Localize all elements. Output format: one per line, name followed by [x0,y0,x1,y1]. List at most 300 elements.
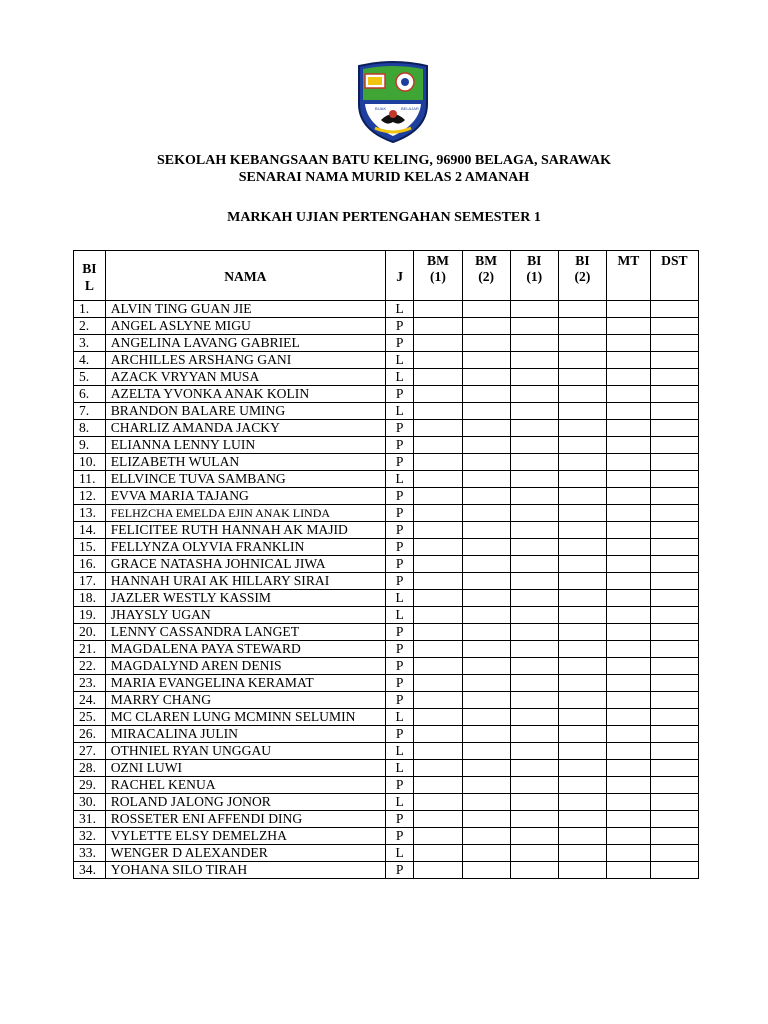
mark-cell-mt [607,386,651,403]
mark-cell-dst [650,675,698,692]
student-name-cell: LENNY CASSANDRA LANGET [105,624,385,641]
student-number-cell: 22. [74,658,106,675]
mark-cell-bm1 [414,777,462,794]
mark-cell-dst [650,386,698,403]
mark-cell-bi2 [558,760,606,777]
student-name-cell: OZNI LUWI [105,760,385,777]
mark-cell-bi1 [510,658,558,675]
mark-cell-bi2 [558,828,606,845]
mark-cell-mt [607,556,651,573]
table-row [74,488,699,505]
mark-cell-bm2 [462,777,510,794]
mark-cell-bm2 [462,386,510,403]
mark-cell-mt [607,607,651,624]
mark-cell-bm2 [462,607,510,624]
mark-cell-dst [650,522,698,539]
mark-cell-bi1 [510,420,558,437]
student-gender-cell: P [385,420,413,437]
student-name-cell: MC CLAREN LUNG MCMINN SELUMIN [105,709,385,726]
student-number-cell: 23. [74,675,106,692]
mark-cell-dst [650,454,698,471]
student-name-cell: AZACK VRYYAN MUSA [105,369,385,386]
student-gender-cell: P [385,488,413,505]
student-number-cell: 8. [74,420,106,437]
mark-cell-bm2 [462,437,510,454]
mark-cell-bi2 [558,845,606,862]
student-number-cell: 6. [74,386,106,403]
student-name-cell: BRANDON BALARE UMING [105,403,385,420]
student-gender-cell: P [385,556,413,573]
mark-cell-bi1 [510,352,558,369]
mark-cell-dst [650,862,698,879]
mark-cell-bm2 [462,301,510,318]
table-row [74,505,699,522]
student-number-cell: 34. [74,862,106,879]
mark-cell-mt [607,743,651,760]
student-number-cell: 9. [74,437,106,454]
table-row [74,709,699,726]
mark-cell-bm2 [462,760,510,777]
mark-cell-bi1 [510,386,558,403]
mark-cell-bi2 [558,335,606,352]
mark-cell-dst [650,726,698,743]
mark-cell-bi2 [558,726,606,743]
mark-cell-bi1 [510,675,558,692]
mark-cell-bm2 [462,573,510,590]
mark-cell-bm2 [462,403,510,420]
student-number-cell: 21. [74,641,106,658]
table-row [74,556,699,573]
student-name-cell: HANNAH URAI AK HILLARY SIRAI [105,573,385,590]
mark-cell-bm1 [414,539,462,556]
student-number-cell: 13. [74,505,106,522]
mark-cell-mt [607,675,651,692]
mark-cell-dst [650,420,698,437]
mark-cell-mt [607,590,651,607]
mark-cell-bm2 [462,692,510,709]
mark-cell-bi1 [510,794,558,811]
column-header-j: J [385,251,413,301]
mark-cell-mt [607,777,651,794]
mark-cell-bm1 [414,692,462,709]
mark-cell-bi2 [558,777,606,794]
student-number-cell: 28. [74,760,106,777]
mark-cell-bi1 [510,573,558,590]
mark-cell-dst [650,539,698,556]
mark-cell-dst [650,488,698,505]
mark-cell-mt [607,352,651,369]
mark-cell-bi2 [558,505,606,522]
mark-cell-bi2 [558,420,606,437]
mark-cell-bi1 [510,471,558,488]
student-number-cell: 15. [74,539,106,556]
mark-cell-bm2 [462,318,510,335]
mark-cell-bm2 [462,675,510,692]
mark-cell-bm1 [414,386,462,403]
mark-cell-mt [607,318,651,335]
mark-cell-bm1 [414,607,462,624]
mark-cell-bi2 [558,675,606,692]
mark-cell-bi1 [510,522,558,539]
mark-cell-bm2 [462,420,510,437]
mark-cell-mt [607,437,651,454]
mark-cell-bm2 [462,794,510,811]
student-number-cell: 1. [74,301,106,318]
mark-cell-bm1 [414,828,462,845]
student-gender-cell: P [385,437,413,454]
mark-cell-bm2 [462,335,510,352]
mark-cell-bi2 [558,352,606,369]
mark-cell-bm2 [462,556,510,573]
column-header-nama: NAMA [105,251,385,301]
mark-cell-mt [607,845,651,862]
table-row [74,301,699,318]
student-number-cell: 3. [74,335,106,352]
student-number-cell: 29. [74,777,106,794]
student-number-cell: 19. [74,607,106,624]
mark-cell-mt [607,505,651,522]
student-number-cell: 20. [74,624,106,641]
mark-cell-bi2 [558,386,606,403]
student-gender-cell: P [385,505,413,522]
mark-cell-mt [607,522,651,539]
student-name-cell: YOHANA SILO TIRAH [105,862,385,879]
mark-cell-bm2 [462,369,510,386]
table-row [74,777,699,794]
student-name-cell: CHARLIZ AMANDA JACKY [105,420,385,437]
mark-cell-dst [650,624,698,641]
mark-cell-bi1 [510,811,558,828]
student-name-cell: WENGER D ALEXANDER [105,845,385,862]
mark-cell-bi1 [510,624,558,641]
mark-cell-bm1 [414,658,462,675]
mark-cell-bm1 [414,403,462,420]
table-row [74,522,699,539]
student-name-cell: ELIZABETH WULAN [105,454,385,471]
student-name-cell: MARRY CHANG [105,692,385,709]
mark-cell-bi1 [510,862,558,879]
mark-cell-dst [650,658,698,675]
student-name-cell: ANGEL ASLYNE MIGU [105,318,385,335]
mark-cell-bm1 [414,335,462,352]
mark-cell-bm1 [414,471,462,488]
mark-cell-bi2 [558,573,606,590]
mark-cell-bm1 [414,318,462,335]
mark-cell-bm2 [462,828,510,845]
mark-cell-mt [607,794,651,811]
table-row [74,811,699,828]
column-header-bm1: BM (1) [414,251,462,301]
mark-cell-bi2 [558,301,606,318]
mark-cell-mt [607,471,651,488]
mark-cell-bm2 [462,709,510,726]
student-name-cell: FELHZCHA EMELDA EJIN ANAK LINDA [105,505,385,522]
student-gender-cell: P [385,386,413,403]
table-row [74,658,699,675]
mark-cell-bm1 [414,709,462,726]
mark-cell-mt [607,658,651,675]
table-row [74,318,699,335]
table-row [74,420,699,437]
mark-cell-mt [607,811,651,828]
mark-cell-dst [650,556,698,573]
mark-cell-bi1 [510,454,558,471]
student-name-cell: MAGDALENA PAYA STEWARD [105,641,385,658]
student-gender-cell: L [385,369,413,386]
table-row [74,794,699,811]
mark-cell-bi1 [510,369,558,386]
table-row [74,743,699,760]
mark-cell-bi2 [558,471,606,488]
student-name-cell: JHAYSLY UGAN [105,607,385,624]
student-number-cell: 17. [74,573,106,590]
mark-cell-bi2 [558,556,606,573]
student-name-cell: ELIANNA LENNY LUIN [105,437,385,454]
mark-cell-bm1 [414,811,462,828]
mark-cell-mt [607,828,651,845]
mark-cell-bi1 [510,556,558,573]
student-gender-cell: P [385,777,413,794]
mark-cell-bm1 [414,590,462,607]
mark-cell-dst [650,811,698,828]
student-number-cell: 31. [74,811,106,828]
student-number-cell: 7. [74,403,106,420]
mark-cell-mt [607,709,651,726]
student-gender-cell: P [385,641,413,658]
student-number-cell: 25. [74,709,106,726]
student-number-cell: 27. [74,743,106,760]
mark-cell-mt [607,369,651,386]
mark-cell-bi2 [558,692,606,709]
mark-cell-mt [607,403,651,420]
student-name-cell: JAZLER WESTLY KASSIM [105,590,385,607]
mark-cell-mt [607,573,651,590]
mark-cell-bm1 [414,352,462,369]
mark-cell-dst [650,743,698,760]
student-gender-cell: L [385,403,413,420]
mark-cell-bi1 [510,335,558,352]
student-gender-cell: P [385,811,413,828]
mark-cell-bm2 [462,845,510,862]
student-gender-cell: L [385,607,413,624]
student-gender-cell: L [385,743,413,760]
student-number-cell: 18. [74,590,106,607]
logo-motto-right: BELAJAR [401,106,419,111]
student-number-cell: 2. [74,318,106,335]
mark-cell-bm1 [414,641,462,658]
mark-cell-mt [607,692,651,709]
table-row [74,386,699,403]
mark-cell-bi1 [510,845,558,862]
student-number-cell: 4. [74,352,106,369]
student-gender-cell: P [385,454,413,471]
logo-motto-left: BIJAK [375,106,387,111]
student-name-cell: EVVA MARIA TAJANG [105,488,385,505]
mark-cell-bi2 [558,794,606,811]
table-row [74,845,699,862]
mark-cell-bm2 [462,539,510,556]
mark-cell-bm1 [414,556,462,573]
mark-cell-bi1 [510,301,558,318]
mark-cell-bi1 [510,318,558,335]
mark-cell-dst [650,471,698,488]
mark-cell-dst [650,352,698,369]
mark-cell-bm1 [414,505,462,522]
student-number-cell: 12. [74,488,106,505]
mark-cell-bm1 [414,675,462,692]
table-row [74,369,699,386]
student-number-cell: 30. [74,794,106,811]
mark-cell-bm2 [462,862,510,879]
mark-cell-mt [607,539,651,556]
mark-cell-dst [650,505,698,522]
mark-cell-dst [650,318,698,335]
student-gender-cell: P [385,318,413,335]
mark-cell-bm1 [414,862,462,879]
mark-cell-dst [650,335,698,352]
mark-cell-bi1 [510,828,558,845]
student-name-cell: FELLYNZA OLYVIA FRANKLIN [105,539,385,556]
mark-cell-bm2 [462,454,510,471]
mark-cell-dst [650,709,698,726]
mark-cell-bi2 [558,709,606,726]
table-row [74,590,699,607]
column-header-bi1: BI (1) [510,251,558,301]
mark-cell-bi2 [558,607,606,624]
table-row [74,539,699,556]
mark-cell-bi2 [558,318,606,335]
mark-cell-bi1 [510,505,558,522]
mark-cell-bm2 [462,658,510,675]
table-row [74,471,699,488]
student-name-cell: MAGDALYND AREN DENIS [105,658,385,675]
mark-cell-bi2 [558,454,606,471]
mark-cell-bi1 [510,709,558,726]
mark-cell-bi2 [558,437,606,454]
student-name-cell: ALVIN TING GUAN JIE [105,301,385,318]
column-header-mt: MT [607,251,651,301]
table-row [74,607,699,624]
student-gender-cell: L [385,760,413,777]
mark-cell-dst [650,845,698,862]
mark-cell-bi1 [510,488,558,505]
table-row [74,760,699,777]
student-marks-table [73,250,699,879]
mark-cell-bi2 [558,369,606,386]
student-gender-cell: P [385,675,413,692]
mark-cell-mt [607,335,651,352]
mark-cell-bi1 [510,403,558,420]
mark-cell-bm1 [414,369,462,386]
student-gender-cell: P [385,658,413,675]
mark-cell-dst [650,369,698,386]
student-number-cell: 32. [74,828,106,845]
column-header-bm2: BM (2) [462,251,510,301]
mark-cell-bi2 [558,590,606,607]
student-number-cell: 33. [74,845,106,862]
mark-cell-bm2 [462,471,510,488]
table-row [74,726,699,743]
student-name-cell: ARCHILLES ARSHANG GANI [105,352,385,369]
mark-cell-bi1 [510,726,558,743]
mark-cell-bi1 [510,777,558,794]
student-number-cell: 16. [74,556,106,573]
student-name-cell: MARIA EVANGELINA KERAMAT [105,675,385,692]
mark-cell-bm2 [462,352,510,369]
exam-title-heading: MARKAH UJIAN PERTENGAHAN SEMESTER 1 [227,210,541,225]
column-header-bi2: BI (2) [558,251,606,301]
mark-cell-bm1 [414,624,462,641]
mark-cell-bi1 [510,607,558,624]
mark-cell-dst [650,437,698,454]
mark-cell-mt [607,488,651,505]
student-gender-cell: L [385,352,413,369]
mark-cell-bm1 [414,488,462,505]
class-list-heading: SENARAI NAMA MURID KELAS 2 AMANAH [238,170,530,185]
mark-cell-bi2 [558,539,606,556]
mark-cell-mt [607,301,651,318]
mark-cell-bm2 [462,641,510,658]
student-number-cell: 14. [74,522,106,539]
mark-cell-dst [650,607,698,624]
mark-cell-bm2 [462,505,510,522]
student-name-cell: FELICITEE RUTH HANNAH AK MAJID [105,522,385,539]
mark-cell-dst [650,828,698,845]
student-gender-cell: P [385,522,413,539]
student-gender-cell: L [385,301,413,318]
mark-cell-bi1 [510,692,558,709]
mark-cell-bi2 [558,658,606,675]
mark-cell-bm1 [414,573,462,590]
mark-cell-bi2 [558,403,606,420]
student-gender-cell: P [385,828,413,845]
mark-cell-dst [650,794,698,811]
mark-cell-dst [650,573,698,590]
table-row [74,641,699,658]
student-gender-cell: P [385,335,413,352]
mark-cell-mt [607,862,651,879]
table-row [74,692,699,709]
mark-cell-bm2 [462,590,510,607]
mark-cell-bm1 [414,420,462,437]
student-gender-cell: L [385,471,413,488]
student-gender-cell: L [385,590,413,607]
mark-cell-bm1 [414,437,462,454]
mark-cell-bm2 [462,743,510,760]
student-name-cell: ELLVINCE TUVA SAMBANG [105,471,385,488]
column-header-dst: DST [650,251,698,301]
mark-cell-bi2 [558,862,606,879]
mark-cell-bi2 [558,488,606,505]
student-number-cell: 10. [74,454,106,471]
mark-cell-bi1 [510,760,558,777]
student-gender-cell: L [385,794,413,811]
mark-cell-dst [650,760,698,777]
mark-cell-bm1 [414,726,462,743]
mark-cell-dst [650,403,698,420]
student-number-cell: 24. [74,692,106,709]
mark-cell-bm2 [462,811,510,828]
column-header-bil: BI L [74,251,106,301]
student-rows [74,301,699,879]
student-number-cell: 5. [74,369,106,386]
mark-cell-dst [650,590,698,607]
student-gender-cell: P [385,862,413,879]
mark-cell-bm1 [414,743,462,760]
mark-cell-bi1 [510,743,558,760]
table-row [74,862,699,879]
student-gender-cell: P [385,726,413,743]
